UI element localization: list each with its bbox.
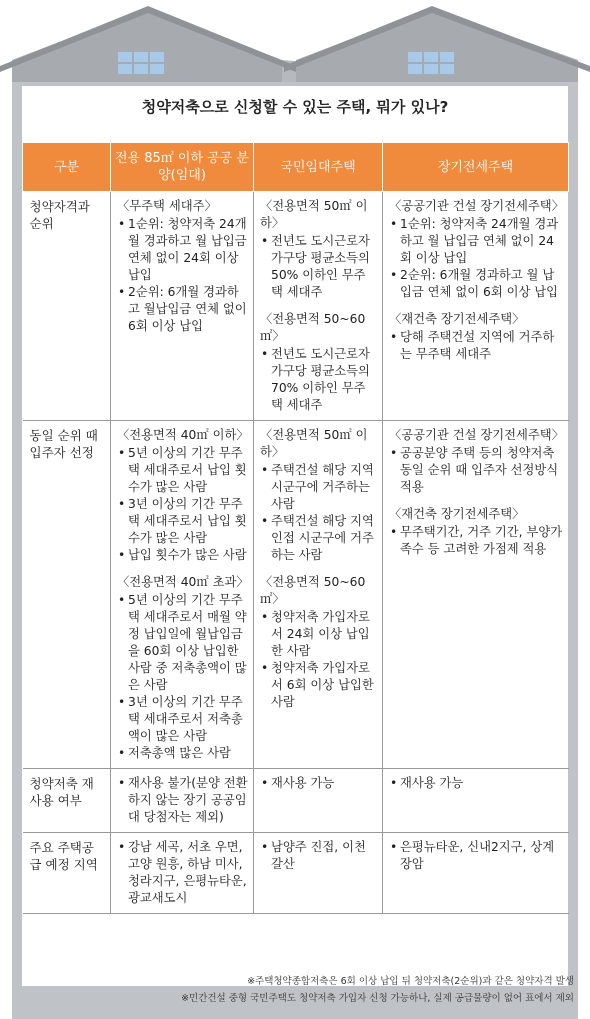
list-item: • 무주택기간, 거주 기간, 부양가족수 등 고려한 가점제 적용 (389, 524, 564, 558)
bullet-list (260, 346, 377, 414)
cell-group (260, 574, 377, 711)
cell-group (260, 198, 377, 301)
group-title: 〈전용면적 50~60㎡〉 (260, 312, 366, 343)
cell-group (389, 198, 564, 301)
cell-group (260, 311, 377, 414)
cell-group (260, 839, 377, 873)
cell-group (117, 574, 248, 762)
bullet-list (260, 839, 377, 873)
cell-group (389, 311, 564, 363)
list-item: • 남양주 진접, 이천 갈산 (260, 839, 377, 873)
bullet-list (389, 329, 564, 363)
group-title: 〈전용면적 50㎡ 이하〉 (260, 199, 368, 230)
bullet-list (260, 233, 377, 301)
header-category: 구분 (23, 143, 111, 192)
list-item: • 청약저축 가입자로서 6회 이상 납입한 사람 (260, 660, 377, 711)
group-title: 〈전용면적 50㎡ 이하〉 (260, 428, 368, 459)
list-item: • 저축총액 많은 사람 (117, 745, 248, 762)
page-title: 청약저축으로 신청할 수 있는 주택, 뭐가 있나? (141, 98, 449, 116)
cell-group (260, 427, 377, 564)
table-cell (111, 833, 254, 914)
comparison-table (22, 142, 569, 914)
cell-group (389, 775, 564, 792)
group-title: 〈공공기관 건설 장기전세주택〉 (389, 199, 564, 213)
cell-group (389, 839, 564, 873)
table-row (23, 833, 569, 914)
list-item: • 1순위: 청약저축 24개월 경과하고 월 납입금 연체 없이 24회 이상 납입 (117, 216, 248, 284)
bullet-list (389, 524, 564, 558)
cell-group (117, 198, 248, 335)
cell-group (389, 506, 564, 558)
list-item: • 2순위: 6개월 경과하고 월 납입금 연체 없이 6회 이상 납입 (389, 267, 564, 301)
bullet-list (389, 445, 564, 496)
list-item: • 강남 세곡, 서초 우면, 고양 원흥, 하남 미사, 청라지구, 은평뉴타운, 광교새도시 (117, 839, 248, 907)
table-cell (111, 769, 254, 833)
bullet-list (117, 216, 248, 335)
table-cell (383, 192, 569, 421)
bullet-list (260, 609, 377, 711)
list-item: • 공공분양 주택 등의 청약저축 동일 순위 때 입주자 선정방식 적용 (389, 445, 564, 496)
table-cell (383, 769, 569, 833)
bullet-list (389, 839, 564, 873)
group-title: 〈공공기관 건설 장기전세주택〉 (389, 428, 564, 442)
table-header-row (23, 143, 569, 192)
table-cell (111, 192, 254, 421)
list-item: • 2순위: 6개월 경과하고 월납입금 연체 없이 6회 이상 납입 (117, 284, 248, 335)
list-item: • 1순위: 청약저축 24개월 경과하고 월 납입금 연체 없이 24회 이상 납입 (389, 216, 564, 267)
group-title: 〈재건축 장기전세주택〉 (389, 312, 525, 326)
footnote: ※주택청약종합저축은 6회 이상 납입 뒤 청약저축(2순위)과 같은 청약자격 발생 (247, 976, 574, 987)
bullet-list (117, 592, 248, 762)
table-row (23, 421, 569, 769)
row-label: 동일 순위 때 입주자 선정 (23, 421, 111, 769)
list-item: • 전년도 도시근로자 가구당 평균소득의 70% 이하인 무주택 세대주 (260, 346, 377, 414)
list-item: • 3년 이상의 기간 무주택 세대주로서 저축총액이 많은 사람 (117, 694, 248, 745)
header-public-sale: 전용 85㎡ 이하 공공 분양(임대) (111, 143, 254, 192)
group-title: 〈재건축 장기전세주택〉 (389, 507, 525, 521)
list-item: • 5년 이상의 기간 무주택 세대주로서 납입 횟수가 많은 사람 (117, 445, 248, 496)
row-label: 청약자격과 순위 (23, 192, 111, 421)
row-label: 청약저축 재사용 여부 (23, 769, 111, 833)
group-title: 〈무주택 세대주〉 (117, 199, 217, 213)
table-cell (254, 769, 383, 833)
group-title: 〈전용면적 40㎡ 초과〉 (117, 575, 249, 589)
list-item: • 재사용 가능 (260, 775, 377, 792)
table-cell (254, 833, 383, 914)
table-cell (111, 421, 254, 769)
footnote: ※민간건설 중형 국민주택도 청약저축 가입자 신청 가능하나, 실제 공급물량이 없어 표에서 제외 (181, 993, 574, 1004)
list-item: • 주택건설 해당 지역 인접 시군구에 거주하는 사람 (260, 513, 377, 564)
cell-group (117, 839, 248, 907)
table-cell (254, 192, 383, 421)
header-national-rental: 국민임대주택 (254, 143, 383, 192)
bullet-list (260, 775, 377, 792)
group-title: 〈전용면적 40㎡ 이하〉 (117, 428, 249, 442)
table-row (23, 769, 569, 833)
cell-group (117, 775, 248, 826)
bullet-list (117, 839, 248, 907)
list-item: • 전년도 도시근로자 가구당 평균소득의 50% 이하인 무주택 세대주 (260, 233, 377, 301)
table-row (23, 192, 569, 421)
bullet-list (117, 775, 248, 826)
list-item: • 5년 이상의 기간 무주택 세대주로서 매월 약정 납입일에 월납입금을 60회 이상 납입한 사람 중 저축총액이 많은 사람 (117, 592, 248, 694)
list-item: • 당해 주택건설 지역에 거주하는 무주택 세대주 (389, 329, 564, 363)
list-item: • 은평뉴타운, 신내2지구, 상계장암 (389, 839, 564, 873)
bullet-list (117, 445, 248, 564)
list-item: • 청약저축 가입자로서 24회 이상 납입한 사람 (260, 609, 377, 660)
list-item: • 3년 이상의 기간 무주택 세대주로서 납입 횟수가 많은 사람 (117, 496, 248, 547)
list-item: • 재사용 가능 (389, 775, 564, 792)
group-title: 〈전용면적 50~60㎡〉 (260, 575, 366, 606)
bullet-list (260, 462, 377, 564)
cell-group (117, 427, 248, 564)
cell-group (389, 427, 564, 496)
list-item: • 주택건설 해당 지역 시군구에 거주하는 사람 (260, 462, 377, 513)
list-item: • 납입 횟수가 많은 사람 (117, 547, 248, 564)
table-cell (254, 421, 383, 769)
list-item: • 재사용 불가(분양 전환하지 않는 장기 공공임대 당첨자는 제외) (117, 775, 248, 826)
table-cell (383, 421, 569, 769)
cell-group (260, 775, 377, 792)
table-cell (383, 833, 569, 914)
row-label: 주요 주택공급 예정 지역 (23, 833, 111, 914)
header-long-term-lease: 장기전세주택 (383, 143, 569, 192)
bullet-list (389, 775, 564, 792)
bullet-list (389, 216, 564, 301)
